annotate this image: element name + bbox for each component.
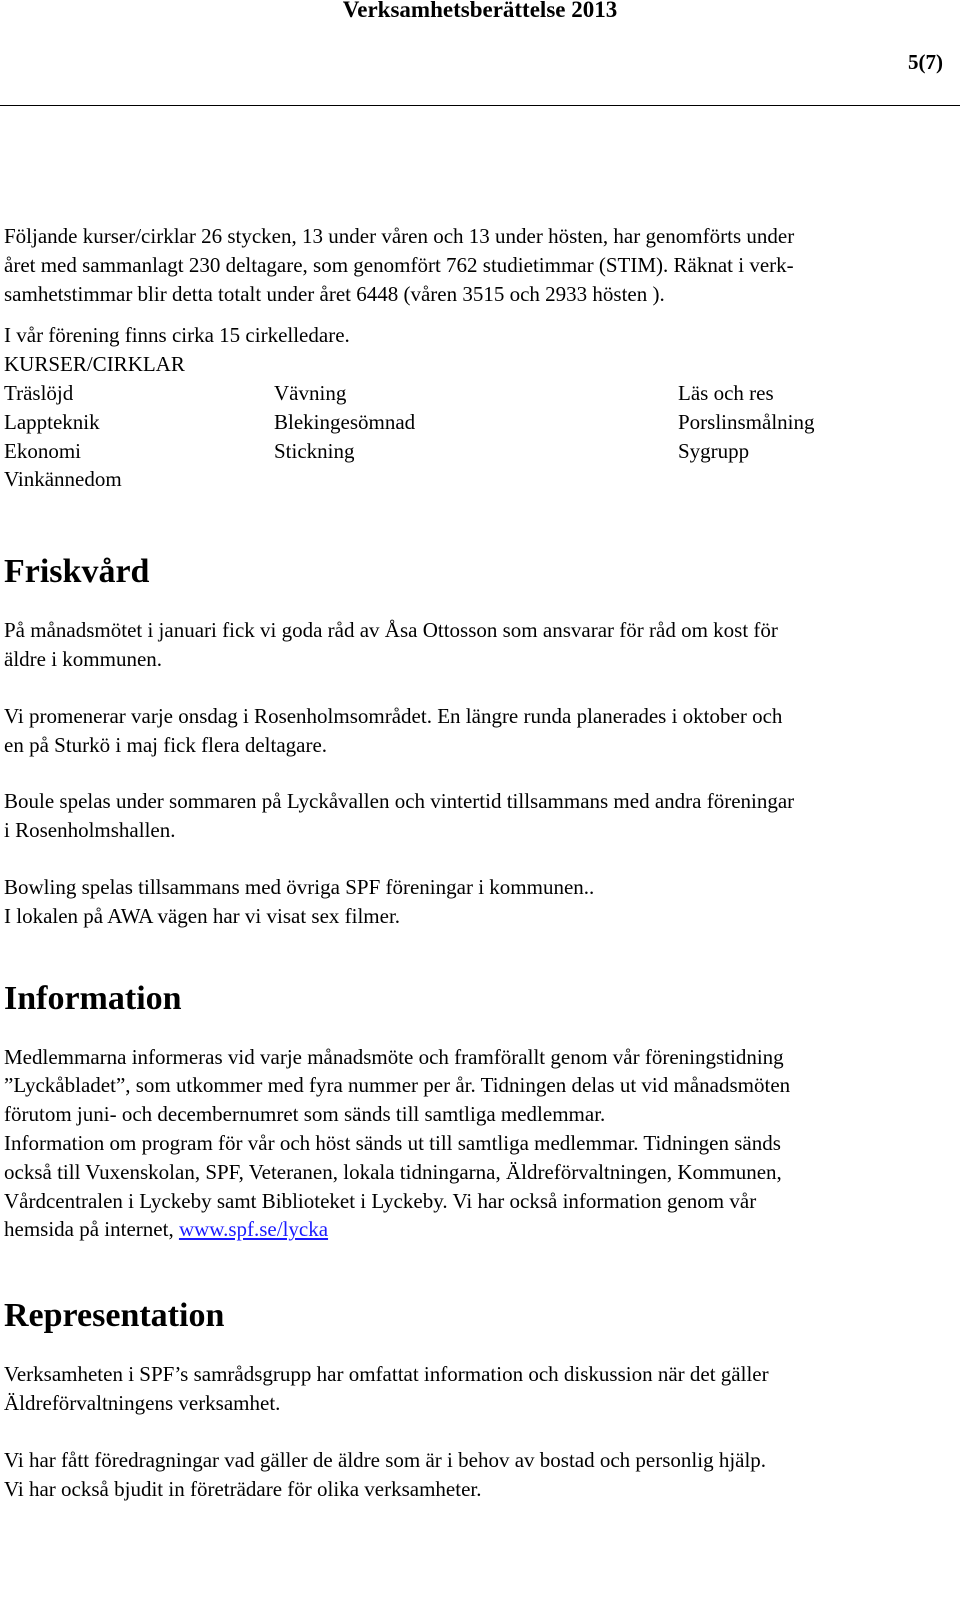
course-item — [274, 465, 678, 494]
paragraph-line: äldre i kommunen. — [4, 646, 163, 671]
paragraph-line: ”Lyckåbladet”, som utkommer med fyra nummer per år. Tidningen delas ut vid månadsmöten — [4, 1073, 791, 1098]
course-item: Vävning — [274, 380, 347, 405]
course-item — [678, 465, 954, 494]
representation-heading: Representation — [4, 1297, 225, 1335]
header-divider — [0, 105, 960, 106]
paragraph-line: På månadsmötet i januari fick vi goda råd av Åsa Ottosson som ansvarar för råd om kost för — [4, 618, 778, 643]
friskvard-paragraph — [4, 616, 954, 674]
course-item: Läs och res — [678, 380, 774, 405]
paragraph-line: Vi har fått föredragningar vad gäller de äldre som är i behov av bostad och personlig hjälp. — [4, 1447, 767, 1472]
information-heading: Information — [4, 979, 182, 1017]
intro-line: Följande kurser/cirklar 26 stycken, 13 under våren och 13 under hösten, har genomförts under — [4, 224, 795, 248]
paragraph-line: i Rosenholmshallen. — [4, 818, 176, 843]
course-item: Blekingesömnad — [274, 409, 416, 434]
course-item: Ekonomi — [4, 438, 81, 463]
course-item: Sygrupp — [678, 438, 750, 463]
paragraph-line: Äldreförvaltningens verksamhet. — [4, 1390, 281, 1415]
paragraph-line: Vi promenerar varje onsdag i Rosenholmsområdet. En längre runda planerades i oktober och — [4, 703, 783, 728]
paragraph-line: en på Sturkö i maj fick flera deltagare. — [4, 732, 328, 757]
paragraph-line: Vi har också bjudit in företrädare för olika verksamheter. — [4, 1476, 482, 1501]
intro-paragraph — [4, 222, 954, 308]
friskvard-heading: Friskvård — [4, 553, 150, 591]
paragraph-line: Verksamheten i SPF’s samrådsgrupp har omfattat information och diskussion när det gäller — [4, 1362, 769, 1387]
paragraph-line: hemsida på internet, — [4, 1217, 179, 1242]
course-item: Porslinsmålning — [678, 409, 815, 434]
representation-paragraph — [4, 1360, 954, 1418]
course-item: Lappteknik — [4, 409, 100, 434]
circle-leaders-text: I vår förening finns cirka 15 cirkelledare. — [4, 323, 350, 348]
paragraph-line: Medlemmarna informeras vid varje månadsmöte och framförallt genom vår föreningstidning — [4, 1044, 784, 1069]
friskvard-paragraph — [4, 873, 954, 931]
paragraph-line: också till Vuxenskolan, SPF, Veteranen, lokala tidningarna, Äldreförvaltningen, Kommunen, — [4, 1159, 782, 1184]
paragraph-line: Boule spelas under sommaren på Lyckåvallen och vintertid tillsammans med andra föreningar — [4, 789, 795, 814]
intro-line: året med sammanlagt 230 deltagare, som genomfört 762 studietimmar (STIM). Räknat i verk- — [4, 252, 794, 277]
course-item: Vinkännedom — [4, 467, 122, 492]
friskvard-paragraph — [4, 787, 954, 845]
representation-paragraph — [4, 1446, 954, 1504]
paragraph-line: I lokalen på AWA vägen har vi visat sex filmer. — [4, 903, 401, 928]
website-link[interactable]: www.spf.se/lycka — [178, 1217, 329, 1242]
paragraph-line: Information om program för vår och höst sänds ut till samtliga medlemmar. Tidningen sänds — [4, 1130, 781, 1155]
intro-line: samhetstimmar blir detta totalt under året 6448 (våren 3515 och 2933 hösten ). — [4, 281, 665, 306]
course-item: Träslöjd — [4, 380, 74, 405]
page-number: 5(7) — [908, 50, 943, 74]
information-paragraph — [4, 1043, 954, 1245]
document-header-title: Verksamhetsberättelse 2013 — [342, 0, 618, 22]
document-body — [4, 222, 954, 1503]
courses-heading: KURSER/CIRKLAR — [4, 352, 185, 377]
paragraph-line: förutom juni- och decembernumret som sänds till samtliga medlemmar. — [4, 1102, 606, 1127]
friskvard-paragraph — [4, 702, 954, 760]
paragraph-line: Bowling spelas tillsammans med övriga SPF föreningar i kommunen.. — [4, 874, 595, 899]
paragraph-line: Vårdcentralen i Lyckeby samt Biblioteket i Lyckeby. Vi har också information genom vår — [4, 1188, 757, 1213]
courses-list — [4, 379, 954, 494]
course-item: Stickning — [274, 438, 355, 463]
